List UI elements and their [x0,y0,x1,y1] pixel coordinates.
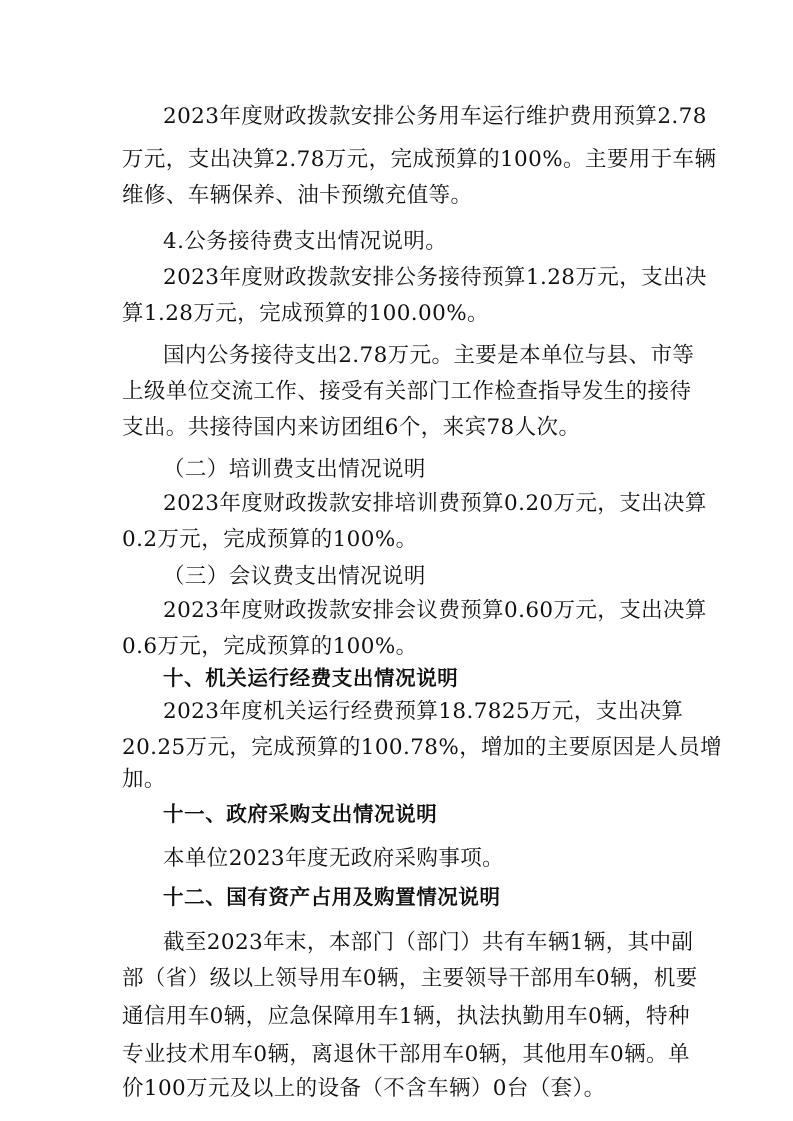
paragraph-line: 专业技术用车0辆，离退休干部用车0辆，其他用车0辆。单 [122,1042,690,1067]
paragraph-line: 2023年度财政拨款安排培训费预算0.20万元，支出决算 [163,491,707,516]
paragraph-line: 20.25万元，完成预算的100.78%，增加的主要原因是人员增 [122,735,723,760]
paragraph-line: 2023年度财政拨款安排公务用车运行维护费用预算2.78 [163,104,707,129]
paragraph-line: 通信用车0辆，应急保障用车1辆，执法执勤用车0辆，特种 [122,1004,690,1029]
paragraph-line: 2023年度财政拨款安排会议费预算0.60万元，支出决算 [163,598,707,623]
paragraph-line: 0.6万元，完成预算的100%。 [122,634,418,659]
paragraph-line: 本单位2023年度无政府采购事项。 [163,846,505,871]
paragraph-line: 加。 [122,767,166,792]
paragraph-line: 价100万元及以上的设备（不含车辆）0台（套）。 [122,1076,606,1101]
section-heading: 十、机关运行经费支出情况说明 [163,666,459,690]
section-heading: 十一、政府采购支出情况说明 [163,802,438,826]
subsection-heading: 4.公务接待费支出情况说明。 [163,229,448,254]
paragraph-line: 万元，支出决算2.78万元，完成预算的100%。主要用于车辆 [122,147,717,172]
paragraph-line: 截至2023年末，本部门（部门）共有车辆1辆，其中副 [163,930,694,955]
paragraph-line: 算1.28万元，完成预算的100.00%。 [122,301,489,326]
paragraph-line: 维修、车辆保养、油卡预缴充值等。 [122,183,473,208]
paragraph-line: 上级单位交流工作、接受有关部门工作检查指导发生的接待 [122,379,692,404]
paragraph-line: 0.2万元，完成预算的100%。 [122,527,418,552]
paragraph-line: 国内公务接待支出2.78万元。主要是本单位与县、市等 [163,343,695,368]
section-heading: 十二、国有资产占用及购置情况说明 [163,885,501,909]
paragraph-line: 部（省）级以上领导用车0辆，主要领导干部用车0辆，机要 [122,966,698,991]
paragraph-line: 2023年度机关运行经费预算18.7825万元，支出决算 [163,699,684,724]
paragraph-line: 支出。共接待国内来访团组6个，来宾78人次。 [122,415,581,440]
subsection-heading: （三）会议费支出情况说明 [163,564,426,589]
paragraph-line: 2023年度财政拨款安排公务接待预算1.28万元，支出决 [163,265,707,290]
subsection-heading: （二）培训费支出情况说明 [163,457,426,482]
